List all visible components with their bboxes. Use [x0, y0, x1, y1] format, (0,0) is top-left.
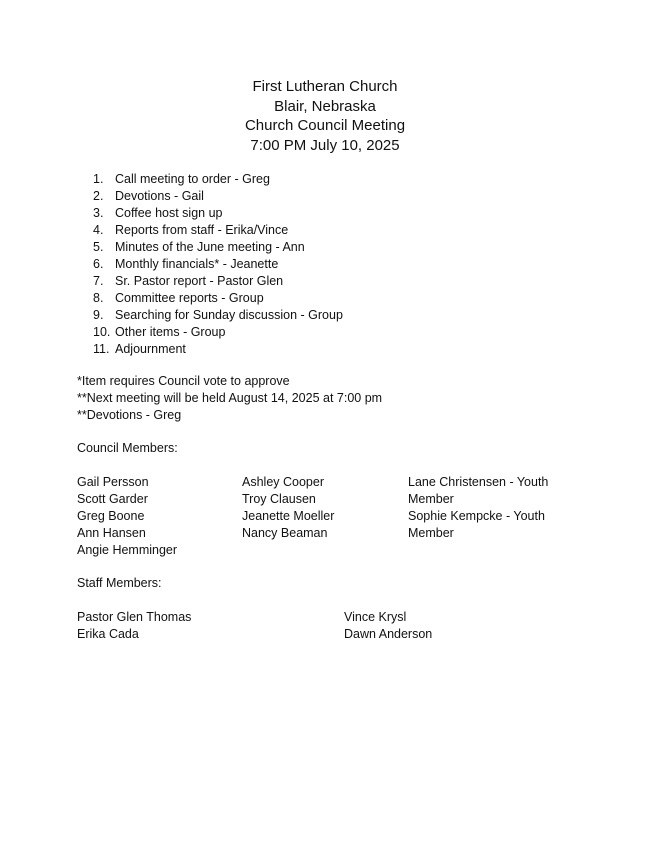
agenda-item — [93, 341, 553, 358]
note-line: **Next meeting will be held August 14, 2025 at 7:00 pm — [77, 391, 383, 405]
document-header — [0, 77, 650, 155]
agenda-item — [93, 205, 553, 222]
council-member-name: Lane Christensen - Youth — [408, 475, 549, 489]
agenda-item-number: 4. — [93, 223, 104, 237]
church-name: First Lutheran Church — [252, 78, 398, 95]
church-location: Blair, Nebraska — [274, 97, 376, 115]
agenda-item-number: 7. — [93, 274, 104, 288]
agenda-item — [93, 171, 553, 188]
agenda-item-text: Devotions - Gail — [115, 189, 204, 203]
council-member-name: Scott Garder — [77, 492, 148, 506]
council-member-name: Angie Hemminger — [77, 543, 178, 557]
agenda-item — [93, 188, 553, 205]
agenda-item — [93, 273, 553, 290]
council-member-name: Member — [408, 492, 454, 506]
agenda-item-number: 3. — [93, 206, 104, 220]
staff-member-name: Dawn Anderson — [344, 627, 433, 641]
staff-column-1 — [77, 609, 191, 643]
agenda-item-text: Coffee host sign up — [115, 206, 223, 220]
agenda-item — [93, 239, 553, 256]
council-column-1 — [77, 474, 177, 559]
council-column-3 — [408, 474, 548, 542]
meeting-title: Church Council Meeting — [244, 117, 406, 134]
council-member-name: Greg Boone — [77, 509, 145, 523]
meeting-datetime: 7:00 PM July 10, 2025 — [250, 136, 400, 154]
note-line: **Devotions - Greg — [77, 408, 182, 422]
agenda-item — [93, 222, 553, 239]
council-member-name: Jeanette Moeller — [242, 509, 335, 523]
agenda-list — [93, 171, 553, 358]
agenda-item-number: 1. — [93, 172, 104, 186]
staff-column-2 — [344, 609, 432, 643]
agenda-item — [93, 256, 553, 273]
council-member-name: Member — [408, 526, 454, 540]
agenda-item-number: 10. — [93, 325, 111, 339]
agenda-item-text: Other items - Group — [115, 325, 226, 339]
note-line: *Item requires Council vote to approve — [77, 374, 290, 388]
agenda-item-text: Sr. Pastor report - Pastor Glen — [115, 274, 284, 288]
council-member-name: Ashley Cooper — [242, 475, 324, 489]
staff-members-heading: Staff Members: — [77, 576, 162, 590]
staff-member-name: Erika Cada — [77, 627, 139, 641]
agenda-item — [93, 324, 553, 341]
agenda-item-text: Committee reports - Group — [115, 291, 264, 305]
agenda-item-text: Searching for Sunday discussion - Group — [115, 308, 343, 322]
agenda-item — [93, 290, 553, 307]
agenda-item-number: 6. — [93, 257, 104, 271]
council-member-name: Nancy Beaman — [242, 526, 328, 540]
agenda-item — [93, 307, 553, 324]
council-members-heading: Council Members: — [77, 441, 178, 455]
agenda-item-text: Minutes of the June meeting - Ann — [115, 240, 305, 254]
council-column-2 — [242, 474, 334, 542]
agenda-item-number: 8. — [93, 291, 104, 305]
agenda-item-text: Adjournment — [115, 342, 186, 356]
agenda-item-number: 9. — [93, 308, 104, 322]
council-member-name: Troy Clausen — [242, 492, 316, 506]
council-member-name: Gail Persson — [77, 475, 149, 489]
meeting-notes — [77, 373, 557, 424]
agenda-item-text: Reports from staff - Erika/Vince — [115, 223, 289, 237]
agenda-item-text: Call meeting to order - Greg — [115, 172, 270, 186]
staff-member-name: Vince Krysl — [344, 610, 407, 624]
staff-member-name: Pastor Glen Thomas — [77, 610, 192, 624]
agenda-item-text: Monthly financials* - Jeanette — [115, 257, 279, 271]
council-member-name: Ann Hansen — [77, 526, 146, 540]
council-member-name: Sophie Kempcke - Youth — [408, 509, 545, 523]
agenda-item-number: 11. — [93, 342, 110, 356]
agenda-item-number: 5. — [93, 240, 104, 254]
agenda-item-number: 2. — [93, 189, 104, 203]
